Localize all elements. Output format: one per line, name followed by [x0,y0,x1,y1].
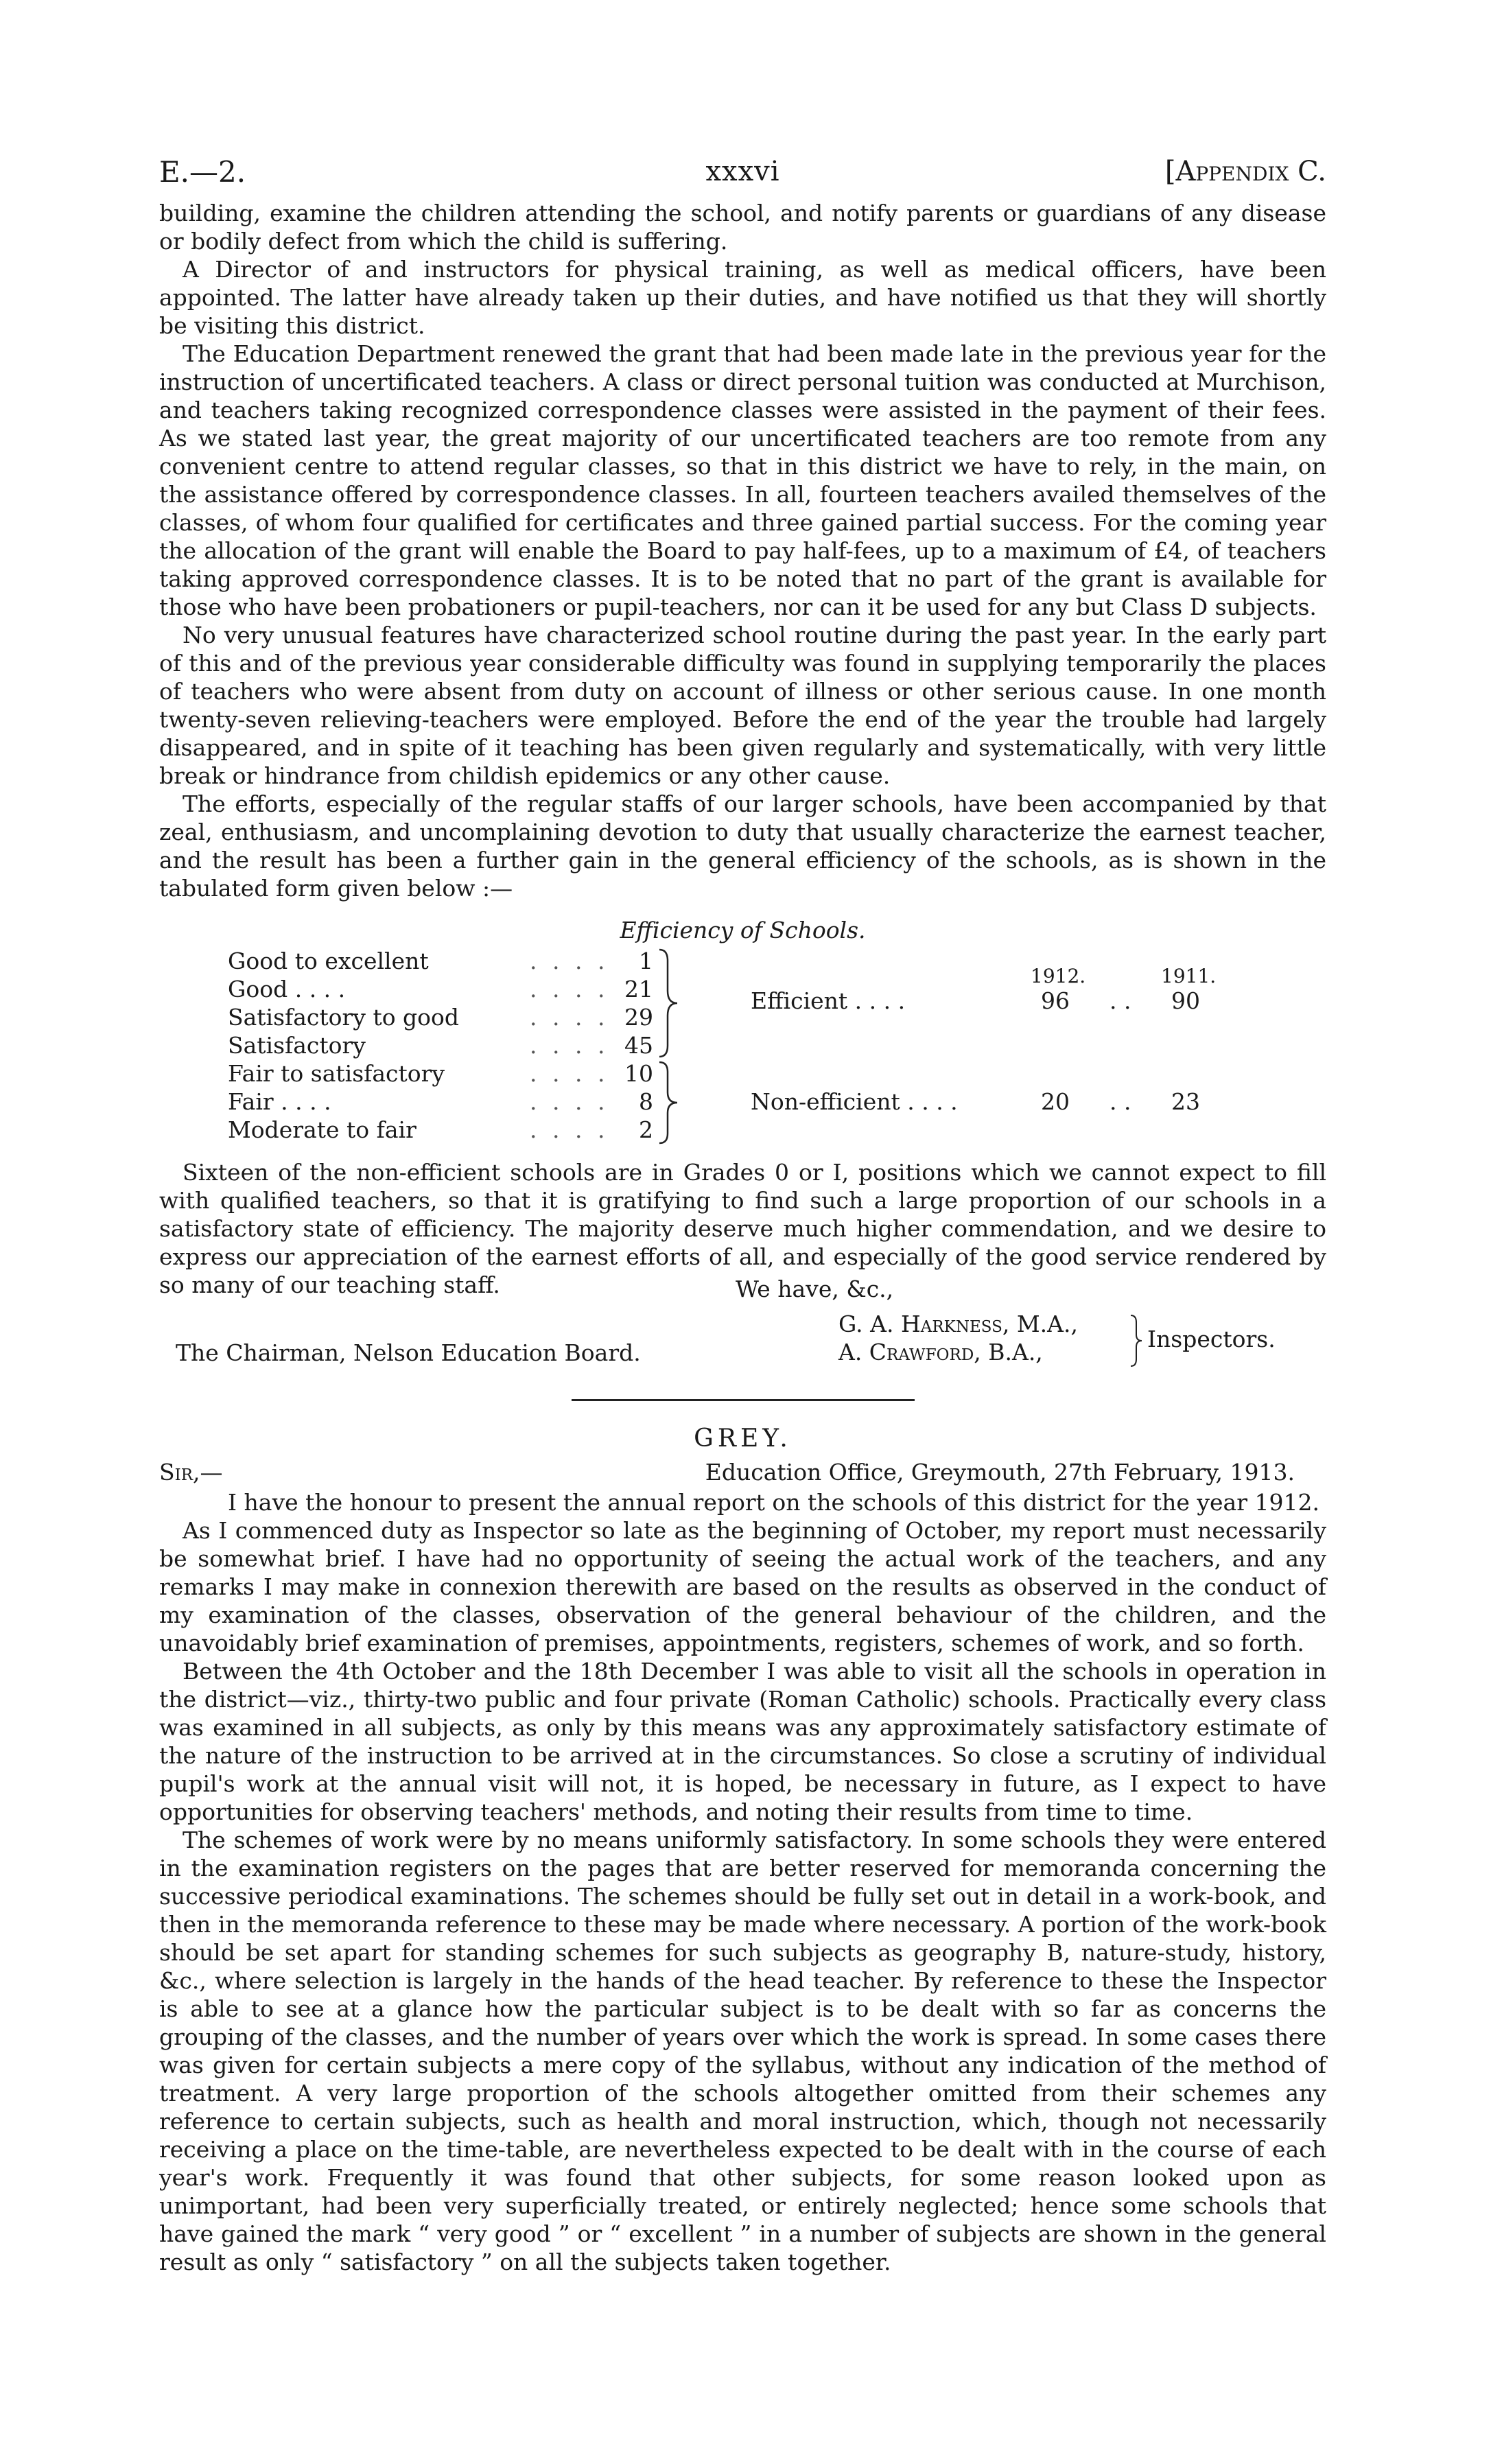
closing: We have, &c., [736,1276,894,1302]
paragraph: Between the 4th October and the 18th December I was able to visit all the schools in operation in the district—viz., thirty-two public and four private (Roman Catholic) schools. Practically every class was examined in all subjects, as only by this means was any approximately satisfactory estimate of the nature of the instruction to be arrived at in the circumstances. So close a scrutiny of individual pupil's work at the annual visit will not, it is hoped, be necessary in future, as I expect to have opportunities for observing teachers' methods, and noting their results from time to time. [159,1658,1326,1825]
leader-dots: . . [1110,987,1131,1014]
page-header [159,155,1326,199]
efficiency-table [159,947,1326,1154]
efficient-label: Efficient . . . . [751,987,906,1014]
grade-label: Satisfactory to good [228,1004,460,1031]
paragraph: The schemes of work were by no means uniformly satisfactory. In some schools they were entered in the examination registers on the pages that are better reserved for memoranda concerning the successive periodical examinations. The schemes should be fully set out in detail in a work-book, and then in the memoranda reference to these may be made where necessary. A portion of the work-book should be set apart for standing schemes for such subjects as geography B, nature-study, history, &c., where selection is largely in the hands of the head teacher. By reference to these the Inspector is able to see at a glance how the particular subject is to be dealt with so far as concerns the grouping of the classes, and the number of years over which the work is spread. In some cases there was given for certain subjects a mere copy of the syllabus, without any indication of the method of treatment. A very large proportion of the schools altogether omitted from their schemes any reference to certain subjects, such as health and moral instruction, which, though not necessarily receiving a place on the time-table, are nevertheless expected to be dealt with in the course of each year's work. Frequently it was found that other subjects, for some reason looked upon as unimportant, had been very superficially treated, or entirely neglected; hence some schools that have gained the mark “ very good ” or “ excellent ” in a number of subjects are shown in the general result as only “ satisfactory ” on all the subjects taken together. [159,1827,1326,2275]
signatories [838,1310,1078,1366]
efficient-1912: 96 [1041,987,1070,1014]
header-appendix-label: Appendix C. [1175,156,1326,187]
salutation: Sir,— [159,1459,223,1486]
year-header-1911: 1911. [1161,965,1217,987]
grade-label: Fair to satisfactory [228,1060,445,1087]
signatory-name: A. Crawford, B.A., [838,1339,1043,1365]
section-divider [572,1399,915,1401]
paragraph: A Director of and instructors for physical training, as well as medical officers, have been appointed. The latter have already taken up their duties, and have notified us that they will shortly be visiting this district. [159,256,1326,339]
grade-label: Moderate to fair [228,1116,416,1143]
paragraph: The efforts, especially of the regular staffs of our larger schools, have been accompanied by that zeal, enthusiasm, and uncomplaining devotion to duty that usually characterize the earnest teacher, and the result has been a further gain in the general efficiency of the schools, as is shown in the tabulated form given below :— [159,790,1326,902]
efficient-1911: 90 [1171,987,1200,1014]
letter-address: Education Office, Greymouth, 27th February, 1913. [705,1459,1295,1486]
salutation-line [159,1458,1326,1488]
section-title: GREY. [694,1424,792,1453]
addressee: The Chairman, Nelson Education Board. [176,1339,641,1366]
header-appendix [1165,158,1326,186]
year-header-1912: 1912. [1031,965,1086,987]
efficiency-table-title: Efficiency of Schools. [620,917,866,943]
leader-dots: . . . . [530,1032,609,1059]
grade-count: 10 [624,1060,653,1087]
leader-dots: . . [1110,1088,1131,1115]
nonefficient-1911: 23 [1171,1088,1200,1115]
leader-dots: . . . . [530,1088,609,1115]
header-page-number: xxxvi [705,156,780,187]
leader-dots: . . . . [530,1116,609,1143]
grade-label: Good . . . . [228,976,346,1002]
grade-count: 21 [624,976,653,1002]
grade-count: 8 [639,1088,653,1115]
nonefficient-label: Non-efficient . . . . [751,1088,958,1115]
paragraph: No very unusual features have characterized school routine during the past year. In the early part of this and of the previous year considerable difficulty was found in supplying temporarily the places of teachers who were absent from duty on account of illness or other serious cause. In one month twenty-seven relieving-teachers were employed. Before the end of the year the trouble had largely disappeared, and in spite of it teaching has been given regularly and systematically, with very little break or hindrance from childish epidemics or any other cause. [159,622,1326,789]
grade-count: 2 [639,1116,653,1143]
right-brace-icon [1128,1314,1144,1368]
grade-label: Satisfactory [228,1032,366,1059]
leader-dots: . . . . [530,976,609,1002]
header-bracket: [ [1164,156,1176,187]
paragraph: I have the honour to present the annual report on the schools of this district for the year 1912. [228,1489,1319,1516]
header-section-code: E.—2. [159,155,246,189]
nonefficient-1912: 20 [1041,1088,1070,1115]
paragraph: Sixteen of the non-efficient schools are in Grades 0 or I, positions which we cannot expect to fill with qualified teachers, so that it is gratifying to find such a large proportion of our schools in a satisfactory state of efficiency. The majority deserve much higher commendation, and we desire to express our appreciation of the earnest efforts of all, and especially of the good service rendered by so many of our teaching staff. [159,1159,1326,1298]
grade-label: Fair . . . . [228,1088,331,1115]
grade-count: 1 [639,948,653,974]
signature-block [159,1276,1326,1378]
leader-dots: . . . . [530,1060,609,1087]
grade-count: 29 [624,1004,653,1031]
paragraph: building, examine the children attending the school, and notify parents or guardians of any disease or bodily defect from which the child is suffering. [159,200,1326,255]
nonefficient-brace [657,1061,684,1145]
leader-dots: . . . . [530,948,609,974]
grade-count: 45 [624,1032,653,1059]
signatory-name: G. A. Harkness, M.A., [838,1311,1078,1337]
right-brace-icon [657,948,684,1058]
leader-dots: . . . . [530,1004,609,1031]
efficient-brace [657,948,684,1058]
right-brace-icon [657,1061,684,1145]
grade-label: Good to excellent [228,948,429,974]
paragraph: The Education Department renewed the grant that had been made late in the previous year for the instruction of uncertificated teachers. A class or direct personal tuition was conducted at Murchison, and teachers taking recognized correspondence classes were assisted in the payment of their fees. As we stated last year, the great majority of our uncertificated teachers are too remote from any convenient centre to attend regular classes, so that in this district we have to rely, in the main, on the assistance offered by correspondence classes. In all, fourteen teachers availed themselves of the classes, of whom four qualified for certificates and three gained partial success. For the coming year the allocation of the grant will enable the Board to pay half-fees, up to a maximum of £4, of teachers taking approved correspondence classes. It is to be noted that no part of the grant is available for those who have been probationers or pupil-teachers, nor can it be used for any but Class D subjects. [159,340,1326,620]
signatory-role: Inspectors. [1147,1326,1276,1352]
paragraph: As I commenced duty as Inspector so late as the beginning of October, my report must necessarily be somewhat brief. I have had no opportunity of seeing the actual work of the teachers, and any remarks I may make in connexion therewith are based on the results as observed in the conduct of my examination of the classes, observation of the general behaviour of the children, and the unavoidably brief examination of premises, appointments, registers, schemes of work, and so forth. [159,1517,1326,1656]
